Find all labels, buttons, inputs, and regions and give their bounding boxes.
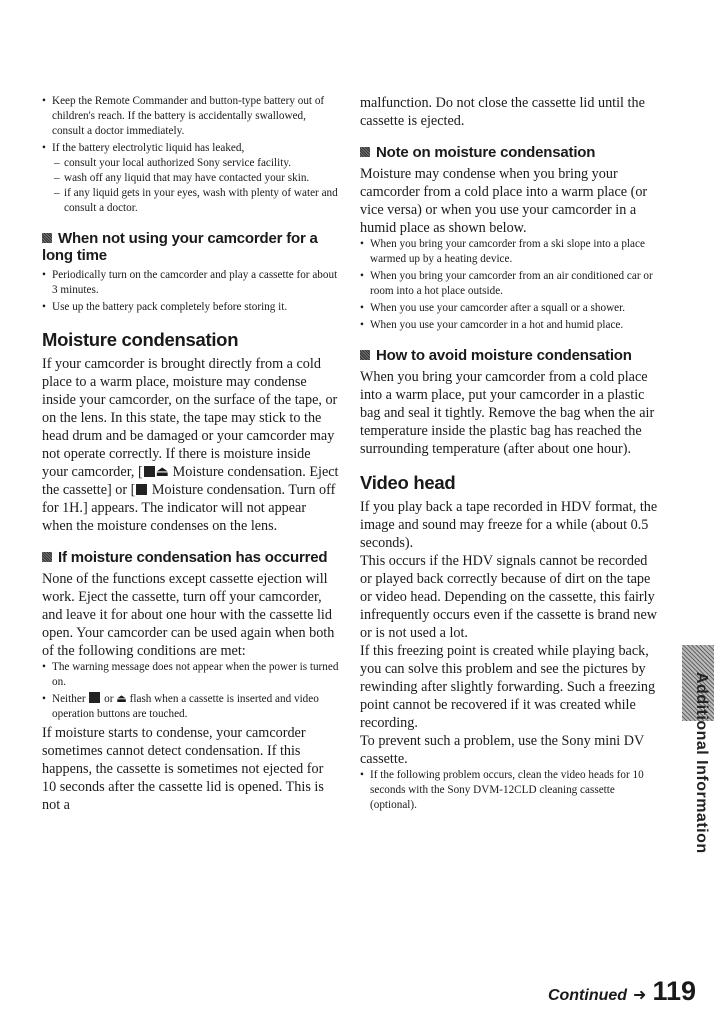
left-column [42, 94, 340, 814]
text-run: If your camcorder is brought directly from a cold place to a warm place, moisture may condense inside your camcorder, on the surface of the tape, or on the lens. In this state, the tape may stick to the head drum and be damaged or your camcorder may not operate correctly. If there is moisture inside your camcorder, [ [42, 356, 338, 480]
list-item: • Periodically turn on the camcorder and play a cassette for about 3 minutes. [42, 268, 340, 298]
avoid-heading [360, 347, 658, 364]
video-paragraph-4: To prevent such a problem, use the Sony mini DV cassette. [360, 733, 645, 767]
square-bullet-icon [360, 350, 370, 360]
arrow-right-icon: ➜ [633, 985, 647, 1004]
note-heading [360, 144, 658, 161]
list-item: • When you bring your camcorder from a ski slope into a place warmed up by a heating device. [360, 237, 658, 267]
list-item: • When you bring your camcorder from an air conditioned car or room into a hot place outside. [360, 269, 658, 299]
not-using-bullets [42, 268, 340, 315]
heading-text: How to avoid moisture condensation [376, 347, 632, 364]
list-item: • When you use your camcorder after a squall or a shower. [360, 301, 658, 316]
list-item [42, 692, 340, 722]
not-using-heading [42, 230, 340, 264]
heading-text: If moisture condensation has occurred [58, 549, 328, 566]
video-head-heading: Video head [360, 472, 456, 493]
intro-bullets [42, 94, 340, 216]
page-footer [548, 976, 696, 1007]
right-column [360, 94, 658, 815]
list-item: • Keep the Remote Commander and button-type battery out of children's reach. If the battery is accidentally swallowed, consult a doctor immediately. [42, 94, 340, 139]
cassette-warning-icon [89, 692, 100, 703]
eject-icon: ⏏ [155, 464, 170, 480]
continuation-paragraph: malfunction. Do not close the cassette lid until the cassette is ejected. [360, 95, 645, 129]
section-tab-label: Additional Information [693, 672, 710, 854]
heading-text: When not using your camcorder for a long time [42, 230, 318, 264]
note-paragraph: Moisture may condense when you bring your camcorder from a cold place into a warm place (or vice versa) or when you use your camcorder in a humid place as shown below. [360, 166, 648, 236]
page-number: 119 [652, 976, 696, 1006]
list-item: • If the following problem occurs, clean the video heads for 10 seconds with the Sony DVM-12CLD cleaning cassette (optional). [360, 768, 658, 813]
moisture-heading: Moisture condensation [42, 329, 239, 350]
text-run: Moisture condensation. Turn off for 1H.] appears. The indicator will not appear when the moisture condenses on the lens. [42, 482, 336, 534]
avoid-paragraph: When you bring your camcorder from a cold place into a warm place, put your camcorder in a plastic bag and seal it tightly. Remove the bag when the air temperature inside the plastic bag has reached the surrounding temperature (after about one hour). [360, 369, 655, 457]
occurred-heading [42, 549, 340, 566]
text-run: Moisture condensation. Eject the cassette] or [ [42, 464, 339, 498]
heading-text: Note on moisture condensation [376, 144, 596, 161]
continued-label: Continued [547, 987, 628, 1004]
video-paragraph-1: If you play back a tape recorded in HDV format, the image and sound may freeze for a while (about 0.5 seconds). [360, 499, 658, 551]
text-run: flash when a cassette is inserted and video operation buttons are touched. [52, 693, 319, 720]
occurred-bullets [42, 660, 340, 722]
text-run: Neither [52, 693, 89, 705]
dash-item: – if any liquid gets in your eyes, wash with plenty of water and consult a doctor. [52, 186, 340, 216]
moisture-paragraph [42, 355, 340, 535]
video-paragraph-2: This occurs if the HDV signals cannot be recorded or played back correctly because of dirt on the tape or video head. Depending on the cassette, this fairly infrequently occurs even if the cassette is brand new or is not used a lot. [360, 553, 658, 641]
list-item [42, 141, 340, 216]
video-bullets [360, 768, 658, 813]
eject-icon: ⏏ [116, 693, 127, 705]
square-bullet-icon [42, 552, 52, 562]
dash-list [52, 156, 340, 216]
cassette-warning-icon [144, 466, 155, 477]
list-item-text: If the battery electrolytic liquid has leaked, [52, 142, 245, 154]
list-item: • Use up the battery pack completely before storing it. [42, 300, 340, 315]
video-paragraph-3: If this freezing point is created while playing back, you can solve this problem and see the pictures by rewinding after slightly forwarding. Such a freezing point cannot be recovered if it was created while recording. [360, 643, 656, 731]
text-run: or [101, 693, 117, 705]
square-bullet-icon [360, 147, 370, 157]
dash-item: – consult your local authorized Sony service facility. [52, 156, 340, 171]
square-bullet-icon [42, 233, 52, 243]
cassette-warning-icon [136, 484, 147, 495]
list-item: • When you use your camcorder in a hot and humid place. [360, 318, 658, 333]
list-item: • The warning message does not appear when the power is turned on. [42, 660, 340, 690]
note-bullets [360, 237, 658, 333]
occurred-paragraph: None of the functions except cassette ejection will work. Eject the cassette, turn off your camcorder, and leave it for about one hour with the cassette lid open. Your camcorder can be used again when both of the following conditions are met: [42, 571, 335, 659]
dash-item: – wash off any liquid that may have contacted your skin. [52, 171, 340, 186]
occurred-paragraph-2: If moisture starts to condense, your camcorder sometimes cannot detect condensation. If this happens, the cassette is sometimes not ejected for 10 seconds after the cassette lid is opened. This is not a [42, 725, 324, 813]
